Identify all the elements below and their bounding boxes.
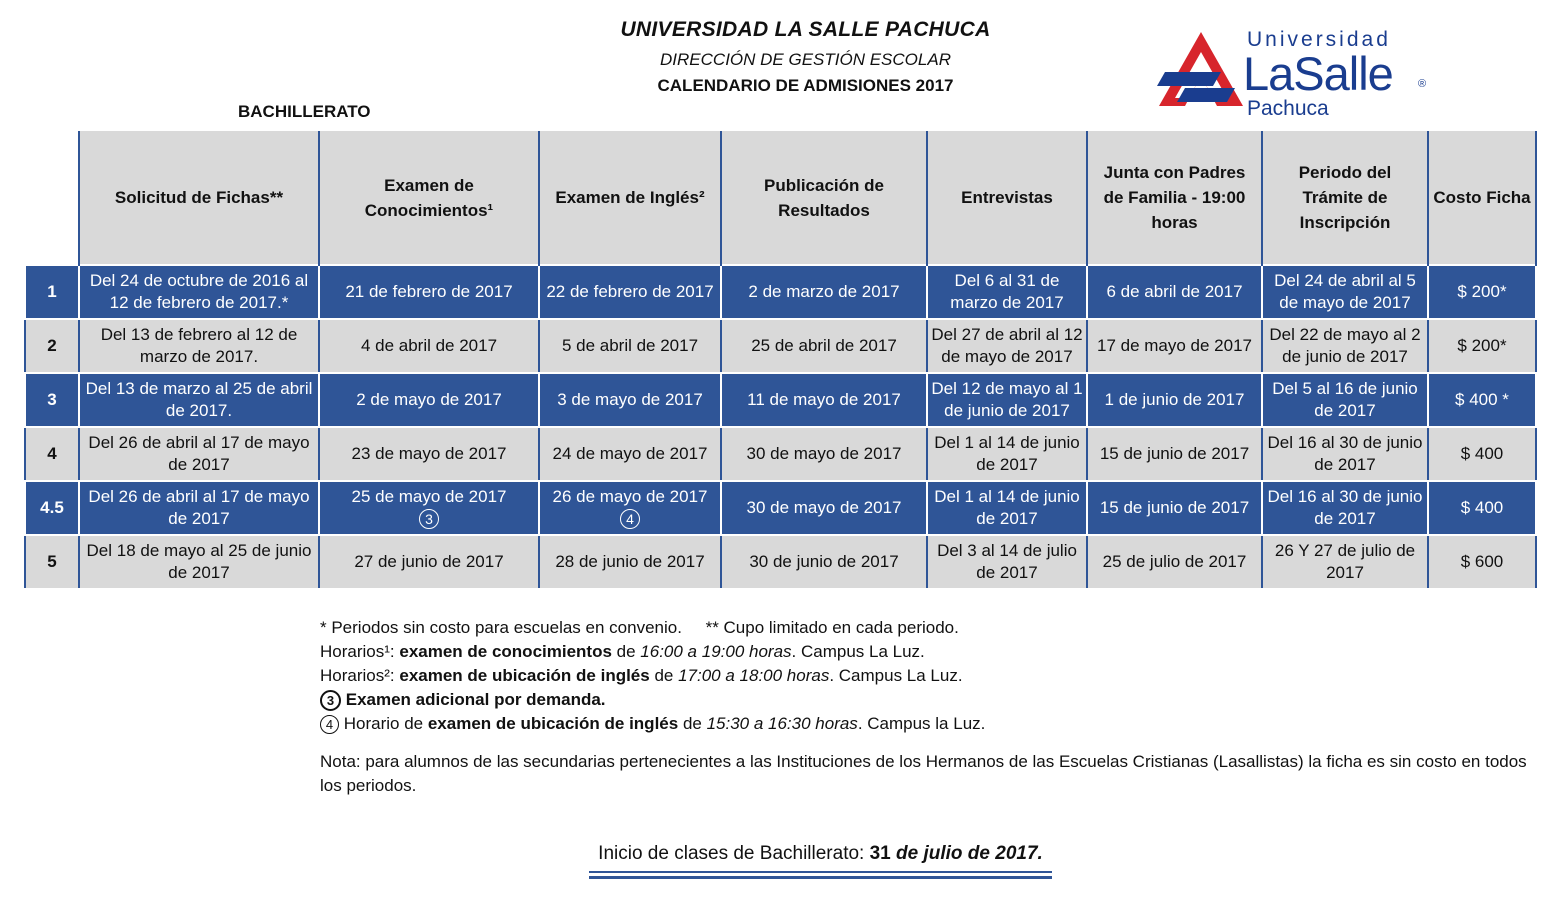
cell-ingles [539,265,721,319]
header-blank [25,131,79,265]
section-label: BACHILLERATO [238,102,371,121]
note-schedule-1 [320,640,1535,664]
cell-costo-text: $ 400 * [1455,390,1509,409]
cell-resultados [721,535,927,589]
note-h1-prefix: Horarios¹: [320,642,400,661]
cell-solicitud [79,427,319,481]
cell-solicitud-text: Del 26 de abril al 17 de mayo de 2017 [88,433,310,474]
cell-resultados-text: 30 de junio de 2017 [749,552,899,571]
cell-costo-text: $ 200* [1457,282,1507,301]
note-schedule-4 [320,712,1535,736]
cell-entrevistas-text: Del 1 al 14 de junio de 2017 [934,433,1080,474]
note-limited: ** Cupo limitado en cada periodo. [705,618,959,637]
cell-period [25,481,79,535]
cell-ingles [539,427,721,481]
cell-entrevistas [927,427,1087,481]
cell-costo-text: $ 200* [1457,336,1507,355]
circled-3-icon: 3 [419,509,439,529]
cell-solicitud [79,265,319,319]
cell-period [25,373,79,427]
cell-ingles-text: 24 de mayo de 2017 [552,444,708,463]
cell-junta [1087,427,1262,481]
cell-costo [1428,481,1536,535]
cell-solicitud-text: Del 13 de marzo al 25 de abril de 2017. [85,379,313,420]
cell-period-text: 4.5 [40,498,64,517]
cell-conocimientos-text: 25 de mayo de 2017 [351,487,507,506]
lasalle-star-icon [1155,30,1247,115]
circled-4-icon: 4 [620,509,640,529]
col-costo: Costo Ficha [1428,131,1536,265]
logo-line-2: LaSalle [1243,47,1393,100]
table-row [25,535,1536,589]
cell-junta-text: 1 de junio de 2017 [1104,390,1245,409]
cell-junta [1087,319,1262,373]
note-h1-time: 16:00 a 19:00 horas [640,642,792,661]
cell-resultados-text: 2 de marzo de 2017 [748,282,900,301]
cell-inscripcion [1262,535,1428,589]
note-h4-end: . Campus la Luz. [857,714,986,733]
cell-resultados-text: 30 de mayo de 2017 [746,498,902,517]
cell-ingles-text: 22 de febrero de 2017 [546,282,714,301]
note-line-1 [320,616,1535,640]
cell-period-text: 2 [47,336,57,355]
cell-solicitud-text: Del 13 de febrero al 12 de marzo de 2017. [100,325,298,366]
cell-costo-text: $ 400 [1460,444,1504,463]
cell-period [25,427,79,481]
col-resultados: Publicación de Resultados [721,131,927,265]
col-ingles: Examen de Inglés² [539,131,721,265]
note-extra-text: Examen adicional por demanda. [345,690,606,709]
cell-resultados [721,319,927,373]
note-h1-mid: de [611,642,641,661]
cell-ingles-text: 28 de junio de 2017 [555,552,705,571]
notes-block [320,616,1535,798]
cell-junta [1087,535,1262,589]
note-h4-time: 15:30 a 16:30 horas [706,714,858,733]
cell-conocimientos-text: 23 de mayo de 2017 [351,444,507,463]
cell-ingles-text: 26 de mayo de 2017 [552,487,708,506]
cell-entrevistas [927,535,1087,589]
cell-solicitud-text: Del 18 de mayo al 25 de junio de 2017 [86,541,312,582]
cell-ingles-text: 5 de abril de 2017 [561,336,699,355]
classes-start [0,843,1551,865]
cell-entrevistas-text: Del 6 al 31 de marzo de 2017 [950,271,1064,312]
cell-inscripcion [1262,373,1428,427]
cell-conocimientos [319,535,539,589]
cell-resultados [721,265,927,319]
cell-junta-text: 15 de junio de 2017 [1099,444,1250,463]
department-subtitle: DIRECCIÓN DE GESTIÓN ESCOLAR [660,50,951,69]
cell-junta-text: 6 de abril de 2017 [1106,282,1243,301]
cell-period-text: 3 [47,390,57,409]
cell-solicitud [79,481,319,535]
cell-solicitud [79,373,319,427]
cell-costo-text: $ 600 [1460,552,1504,571]
circled-3-icon: 3 [320,690,341,711]
cell-costo [1428,427,1536,481]
note-h4-prefix: Horario de [343,714,428,733]
cell-costo-text: $ 400 [1460,498,1504,517]
cell-inscripcion-text: 26 Y 27 de julio de 2017 [1274,541,1416,582]
table-row [25,481,1536,535]
cell-solicitud-text: Del 24 de octubre de 2016 al 12 de febrero de 2017.* [89,271,309,312]
cell-period-text: 1 [47,282,57,301]
cell-inscripcion-text: Del 24 de abril al 5 de mayo de 2017 [1274,271,1416,312]
cell-inscripcion-text: Del 16 al 30 de junio de 2017 [1267,487,1423,528]
table-row [25,373,1536,427]
start-underline [589,871,1052,873]
cell-inscripcion-text: Del 22 de mayo al 2 de junio de 2017 [1269,325,1421,366]
cell-conocimientos [319,319,539,373]
cell-entrevistas-text: Del 1 al 14 de junio de 2017 [934,487,1080,528]
cell-costo [1428,373,1536,427]
col-entrevistas: Entrevistas [927,131,1087,265]
cell-entrevistas-text: Del 27 de abril al 12 de mayo de 2017 [931,325,1083,366]
start-date: de julio de 2017. [896,843,1043,864]
cell-conocimientos-text: 2 de mayo de 2017 [356,390,502,409]
note-h2-mid: de [649,666,679,685]
circled-4-icon: 4 [320,715,339,734]
cell-inscripcion [1262,427,1428,481]
note-h1-end: . Campus La Luz. [791,642,925,661]
cell-costo [1428,535,1536,589]
cell-conocimientos [319,373,539,427]
cell-conocimientos-text: 4 de abril de 2017 [360,336,498,355]
cell-resultados [721,427,927,481]
cell-ingles [539,319,721,373]
start-underline-double [589,876,1052,879]
note-h2-end: . Campus La Luz. [829,666,963,685]
cell-conocimientos-text: 21 de febrero de 2017 [345,282,513,301]
cell-ingles [539,481,721,535]
note-schedule-2 [320,664,1535,688]
cell-conocimientos-text: 27 de junio de 2017 [354,552,504,571]
cell-conocimientos [319,427,539,481]
cell-junta-text: 17 de mayo de 2017 [1096,336,1252,355]
logo-line-1: Universidad [1247,28,1391,51]
logo-line-3: Pachuca [1247,97,1329,120]
note-no-cost: * Periodos sin costo para escuelas en convenio. [320,618,682,637]
cell-inscripcion [1262,481,1428,535]
admissions-table [24,131,1537,590]
cell-period [25,265,79,319]
cell-solicitud-text: Del 26 de abril al 17 de mayo de 2017 [88,487,310,528]
col-inscripcion: Periodo del Trámite de Inscripción [1262,131,1428,265]
logo-registered: ® [1418,78,1427,90]
cell-ingles [539,373,721,427]
cell-costo [1428,265,1536,319]
cell-junta [1087,373,1262,427]
cell-conocimientos [319,481,539,535]
table-row [25,427,1536,481]
cell-inscripcion-text: Del 5 al 16 de junio de 2017 [1272,379,1418,420]
note-extra-exam [320,688,1535,712]
cell-solicitud [79,535,319,589]
cell-resultados [721,481,927,535]
cell-resultados-text: 11 de mayo de 2017 [747,390,901,409]
header-row [25,131,1536,265]
cell-period-text: 5 [47,552,57,571]
cell-entrevistas [927,373,1087,427]
cell-entrevistas [927,265,1087,319]
cell-entrevistas-text: Del 12 de mayo al 1 de junio de 2017 [931,379,1083,420]
cell-junta-text: 15 de junio de 2017 [1099,498,1250,517]
note-h1-bold: examen de conocimientos [399,642,612,661]
cell-costo [1428,319,1536,373]
col-conocimientos: Examen de Conocimientos¹ [319,131,539,265]
cell-entrevistas [927,481,1087,535]
start-prefix: Inicio de clases de Bachillerato: [598,843,870,864]
university-title: UNIVERSIDAD LA SALLE PACHUCA [620,18,991,41]
cell-inscripcion-text: Del 16 al 30 de junio de 2017 [1267,433,1423,474]
cell-resultados [721,373,927,427]
note-h2-prefix: Horarios²: [320,666,400,685]
table-row [25,319,1536,373]
cell-period-text: 4 [47,444,57,463]
cell-junta [1087,265,1262,319]
table-row [25,265,1536,319]
note-h4-mid: de [678,714,707,733]
cell-junta-text: 25 de julio de 2017 [1102,552,1247,571]
note-lasallistas: Nota: para alumnos de las secundarias pertenecientes a las Instituciones de los Hermanos de las Escuelas Cristianas (Lasallistas) la ficha es sin costo en todos los periodos. [320,752,1527,795]
col-junta: Junta con Padres de Familia - 19:00 horas [1087,131,1262,265]
cell-period [25,319,79,373]
cell-period [25,535,79,589]
note-h2-bold: examen de ubicación de inglés [399,666,650,685]
cell-ingles [539,535,721,589]
lasalle-logo [1155,28,1445,123]
calendar-title: CALENDARIO DE ADMISIONES 2017 [657,76,954,95]
cell-ingles-text: 3 de mayo de 2017 [557,390,703,409]
cell-solicitud [79,319,319,373]
cell-conocimientos [319,265,539,319]
cell-inscripcion [1262,319,1428,373]
col-solicitud: Solicitud de Fichas** [79,131,319,265]
cell-inscripcion [1262,265,1428,319]
cell-resultados-text: 25 de abril de 2017 [751,336,897,355]
note-h4-bold: examen de ubicación de inglés [427,714,679,733]
start-day: 31 [869,843,891,864]
note-h2-time: 17:00 a 18:00 horas [678,666,830,685]
cell-junta [1087,481,1262,535]
cell-entrevistas [927,319,1087,373]
cell-entrevistas-text: Del 3 al 14 de julio de 2017 [937,541,1077,582]
cell-resultados-text: 30 de mayo de 2017 [746,444,902,463]
